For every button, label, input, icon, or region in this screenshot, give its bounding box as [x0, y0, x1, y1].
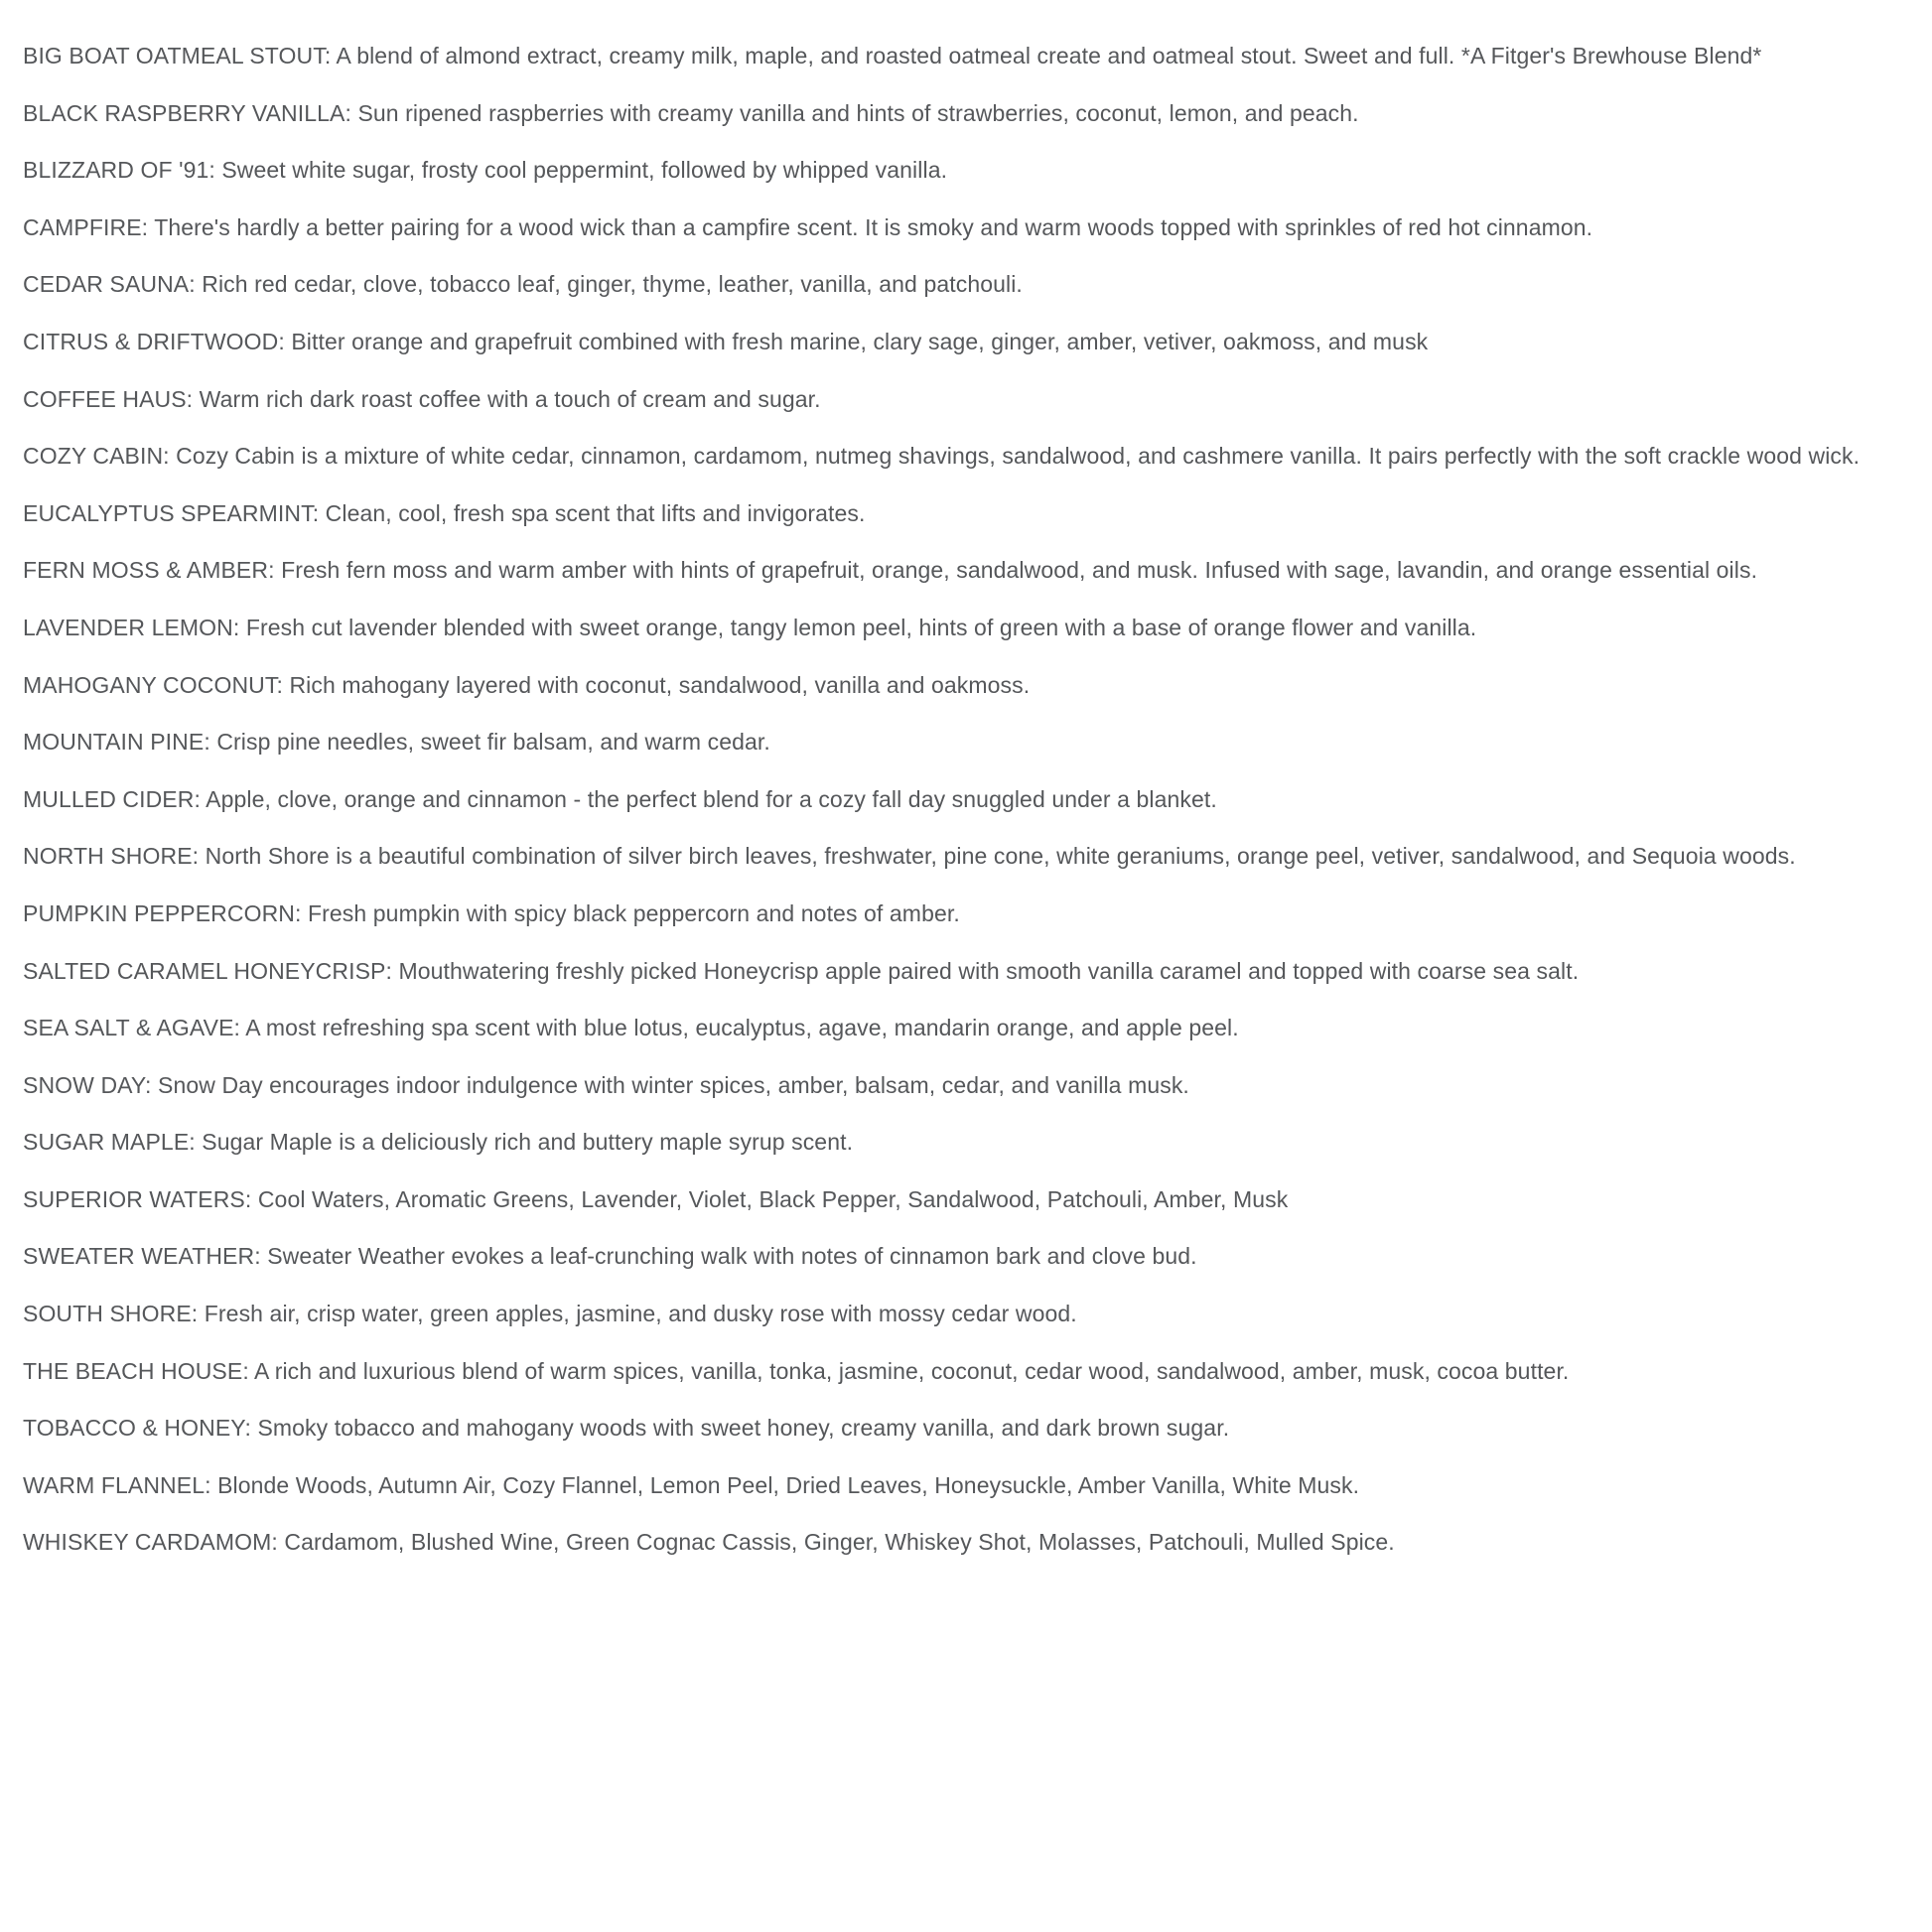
scent-name: SUGAR MAPLE:: [23, 1129, 203, 1156]
scent-item: [23, 485, 1932, 543]
scent-description: A most refreshing spa scent with blue lotus, eucalyptus, agave, mandarin orange, and apple peel.: [245, 1015, 1239, 1041]
scent-item: [23, 256, 1932, 314]
scent-name: TOBACCO & HONEY:: [23, 1415, 258, 1442]
scent-description: Clean, cool, fresh spa scent that lifts and invigorates.: [325, 499, 866, 526]
scent-item: [23, 943, 1932, 1001]
scent-description: North Shore is a beautiful combination of silver birch leaves, freshwater, pine cone, white geraniums, orange peel, vetiver, sandalwood, and Sequoia woods.: [205, 843, 1796, 870]
scent-item: [23, 886, 1932, 943]
scent-name: PUMPKIN PEPPERCORN:: [23, 899, 308, 926]
scent-item: [23, 428, 1932, 485]
scent-item: [23, 1343, 1932, 1401]
scent-item: [23, 1514, 1932, 1572]
scent-description: Cozy Cabin is a mixture of white cedar, cinnamon, cardamom, nutmeg shavings, sandalwood, and cashmere vanilla. It pairs perfectly with the soft crackle wood wick.: [176, 443, 1861, 470]
scent-item: [23, 1286, 1932, 1343]
scent-name: BLACK RASPBERRY VANILLA:: [23, 99, 358, 126]
scent-name: MULLED CIDER:: [23, 785, 207, 812]
scent-name: FERN MOSS & AMBER:: [23, 557, 282, 584]
scent-item: [23, 1172, 1932, 1229]
scent-item: [23, 314, 1932, 371]
scent-description: Mouthwatering freshly picked Honeycrisp apple paired with smooth vanilla caramel and topped with coarse sea salt.: [398, 957, 1580, 984]
scent-description: Fresh air, crisp water, green apples, jasmine, and dusky rose with mossy cedar wood.: [204, 1301, 1077, 1327]
scent-item: [23, 1457, 1932, 1515]
scent-description: Sun ripened raspberries with creamy vanilla and hints of strawberries, coconut, lemon, and peach.: [357, 99, 1359, 126]
scent-item: [23, 771, 1932, 829]
scent-description: Fresh fern moss and warm amber with hints of grapefruit, orange, sandalwood, and musk. Infused with sage, lavandin, and orange essential oils.: [281, 557, 1758, 584]
scent-name: SUPERIOR WATERS:: [23, 1185, 258, 1212]
scent-item: [23, 85, 1932, 143]
scent-item: [23, 200, 1932, 257]
scent-name: BIG BOAT OATMEAL STOUT:: [23, 43, 337, 69]
scent-name: WHISKEY CARDAMOM:: [23, 1529, 285, 1556]
scent-description: Sweet white sugar, frosty cool peppermint, followed by whipped vanilla.: [221, 157, 948, 184]
scent-description: Fresh pumpkin with spicy black peppercorn and notes of amber.: [308, 899, 960, 926]
scent-name: EUCALYPTUS SPEARMINT:: [23, 499, 326, 526]
scent-name: BLIZZARD OF '91:: [23, 157, 222, 184]
scent-name: SNOW DAY:: [23, 1071, 159, 1098]
scent-description: Snow Day encourages indoor indulgence with winter spices, amber, balsam, cedar, and vanilla musk.: [158, 1071, 1189, 1098]
scent-description: A rich and luxurious blend of warm spices, vanilla, tonka, jasmine, coconut, cedar wood, sandalwood, amber, musk, cocoa butter.: [254, 1357, 1570, 1384]
scent-description: There's hardly a better pairing for a wood wick than a campfire scent. It is smoky and warm woods topped with sprinkles of red hot cinnamon.: [154, 213, 1593, 240]
scent-name: CITRUS & DRIFTWOOD:: [23, 328, 292, 354]
scent-name: THE BEACH HOUSE:: [23, 1357, 255, 1384]
scent-description: Sugar Maple is a deliciously rich and buttery maple syrup scent.: [202, 1129, 854, 1156]
scent-item: [23, 542, 1932, 600]
scent-item: [23, 1400, 1932, 1457]
scent-name: SEA SALT & AGAVE:: [23, 1015, 246, 1041]
scent-item: [23, 28, 1932, 85]
scent-description: Crisp pine needles, sweet fir balsam, and warm cedar.: [216, 729, 770, 756]
scent-name: SWEATER WEATHER:: [23, 1243, 268, 1270]
scent-name: COFFEE HAUS:: [23, 385, 200, 412]
scent-name: WARM FLANNEL:: [23, 1471, 218, 1498]
scent-item: [23, 600, 1932, 657]
scent-name: NORTH SHORE:: [23, 843, 206, 870]
scent-item: [23, 714, 1932, 771]
scent-description: Fresh cut lavender blended with sweet orange, tangy lemon peel, hints of green with a base of orange flower and vanilla.: [245, 614, 1477, 640]
scent-item: [23, 1057, 1932, 1115]
scent-name: COZY CABIN:: [23, 443, 177, 470]
scent-name: SALTED CARAMEL HONEYCRISP:: [23, 957, 399, 984]
scent-description: Cardamom, Blushed Wine, Green Cognac Cassis, Ginger, Whiskey Shot, Molasses, Patchouli, Mulled Spice.: [284, 1529, 1395, 1556]
scent-description: Sweater Weather evokes a leaf-crunching walk with notes of cinnamon bark and clove bud.: [267, 1243, 1197, 1270]
scent-item: [23, 1000, 1932, 1057]
scent-description: Blonde Woods, Autumn Air, Cozy Flannel, Lemon Peel, Dried Leaves, Honeysuckle, Amber Vanilla, White Musk.: [217, 1471, 1360, 1498]
scent-name: SOUTH SHORE:: [23, 1301, 205, 1327]
scent-description: Apple, clove, orange and cinnamon - the perfect blend for a cozy fall day snuggled under a blanket.: [206, 785, 1217, 812]
scent-description: Rich mahogany layered with coconut, sandalwood, vanilla and oakmoss.: [289, 671, 1031, 698]
scent-item: [23, 657, 1932, 715]
scent-item: [23, 371, 1932, 429]
scent-description: Warm rich dark roast coffee with a touch of cream and sugar.: [199, 385, 821, 412]
scent-item: [23, 1228, 1932, 1286]
scent-name: CAMPFIRE:: [23, 213, 155, 240]
scent-description: Cool Waters, Aromatic Greens, Lavender, Violet, Black Pepper, Sandalwood, Patchouli, Amber, Musk: [257, 1185, 1289, 1212]
scent-description: Bitter orange and grapefruit combined with fresh marine, clary sage, ginger, amber, vetiver, oakmoss, and musk: [291, 328, 1429, 354]
scent-item: [23, 1114, 1932, 1172]
scent-item: [23, 828, 1932, 886]
scent-name: CEDAR SAUNA:: [23, 271, 203, 298]
scent-item: [23, 142, 1932, 200]
scent-name: MAHOGANY COCONUT:: [23, 671, 290, 698]
scent-name: MOUNTAIN PINE:: [23, 729, 217, 756]
scent-description: Rich red cedar, clove, tobacco leaf, ginger, thyme, leather, vanilla, and patchouli.: [202, 271, 1023, 298]
scent-description: Smoky tobacco and mahogany woods with sweet honey, creamy vanilla, and dark brown sugar.: [257, 1415, 1230, 1442]
scent-name: LAVENDER LEMON:: [23, 614, 246, 640]
scent-description: A blend of almond extract, creamy milk, maple, and roasted oatmeal create and oatmeal stout. Sweet and full. *A Fitger's Brewhouse Blend*: [336, 43, 1762, 69]
